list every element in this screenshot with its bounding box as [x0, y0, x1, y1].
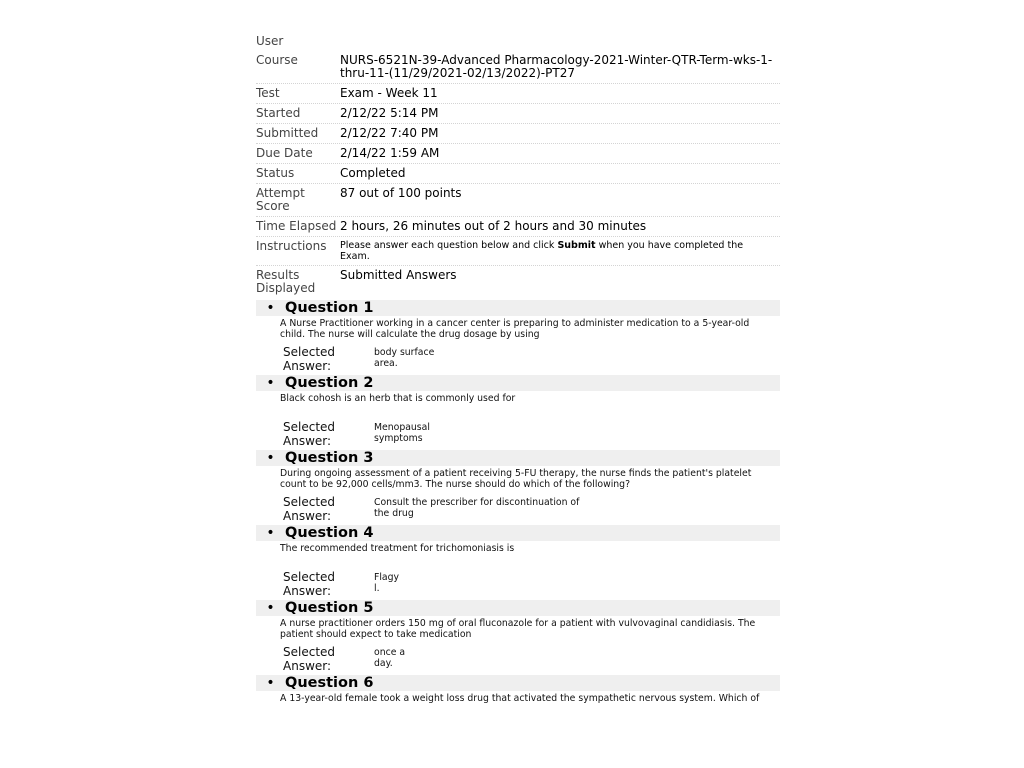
question-text: A 13-year-old female took a weight loss drug that activated the sympathetic nervous system. Which of	[280, 693, 760, 704]
results-displayed-value: Submitted Answers	[340, 268, 457, 282]
info-row-time-elapsed	[256, 217, 780, 237]
info-row-due-date	[256, 144, 780, 164]
bullet-icon: •	[266, 525, 275, 541]
test-label: Test	[256, 86, 280, 100]
bullet-icon: •	[266, 450, 275, 466]
question-title: Question 5	[285, 600, 374, 616]
info-row-attempt-score	[256, 184, 780, 217]
test-value: Exam - Week 11	[340, 86, 438, 100]
bullet-icon: •	[266, 300, 275, 316]
question-text: A nurse practitioner orders 150 mg of oral fluconazole for a patient with vulvovaginal candidiasis. The patient should expect to take medication	[280, 618, 756, 640]
due-date-value: 2/14/22 1:59 AM	[340, 146, 440, 160]
info-row-instructions	[256, 237, 780, 266]
question-block	[256, 525, 780, 598]
info-row-submitted	[256, 124, 780, 144]
selected-answer-value: Consult the prescriber for discontinuation of the drug	[374, 497, 580, 519]
selected-answer-value: body surface area.	[374, 347, 435, 369]
question-block	[256, 300, 780, 373]
bullet-icon: •	[266, 675, 275, 691]
info-row-results-displayed	[256, 266, 780, 298]
question-title: Question 1	[285, 300, 374, 316]
time-elapsed-value: 2 hours, 26 minutes out of 2 hours and 30 minutes	[340, 219, 647, 233]
question-header	[256, 300, 780, 316]
question-block	[256, 375, 780, 448]
exam-review-page	[256, 32, 780, 704]
question-header	[256, 600, 780, 616]
question-header	[256, 525, 780, 541]
question-text: The recommended treatment for trichomoniasis is	[280, 543, 515, 554]
question-header	[256, 375, 780, 391]
started-label: Started	[256, 106, 301, 120]
user-label: User	[256, 34, 284, 48]
question-block	[256, 450, 780, 523]
bullet-icon: •	[266, 600, 275, 616]
question-title: Question 2	[285, 375, 374, 391]
selected-answer	[283, 345, 780, 373]
selected-answer	[283, 420, 780, 448]
status-value: Completed	[340, 166, 406, 180]
selected-answer-label: Selected Answer:	[283, 345, 336, 373]
info-row-course	[256, 51, 780, 84]
question-title: Question 4	[285, 525, 374, 541]
question-text: Black cohosh is an herb that is commonly used for	[280, 393, 516, 404]
submitted-value: 2/12/22 7:40 PM	[340, 126, 439, 140]
info-row-started	[256, 104, 780, 124]
status-label: Status	[256, 166, 295, 180]
question-block	[256, 675, 780, 704]
question-title: Question 3	[285, 450, 374, 466]
selected-answer-label: Selected Answer:	[283, 570, 336, 598]
question-text: During ongoing assessment of a patient receiving 5-FU therapy, the nurse finds the patient's platelet count to be 92,000 cells/mm3. The nurse should do which of the following?	[280, 468, 752, 490]
info-row-status	[256, 164, 780, 184]
submitted-label: Submitted	[256, 126, 319, 140]
info-row-test	[256, 84, 780, 104]
selected-answer-label: Selected Answer:	[283, 645, 336, 673]
selected-answer	[283, 645, 780, 673]
selected-answer	[283, 495, 780, 523]
course-label: Course	[256, 53, 298, 67]
selected-answer	[283, 570, 780, 598]
selected-answer-value: Flagy l.	[374, 572, 400, 594]
due-date-label: Due Date	[256, 146, 313, 160]
question-header	[256, 450, 780, 466]
info-row-user	[256, 32, 780, 51]
selected-answer-label: Selected Answer:	[283, 420, 336, 448]
selected-answer-value: once a day.	[374, 647, 406, 669]
question-title: Question 6	[285, 675, 374, 691]
selected-answer-value: Menopausal symptoms	[374, 422, 430, 444]
question-header	[256, 675, 780, 691]
instructions-value: Please answer each question below and click Submit when you have completed the Exam.	[340, 240, 744, 262]
selected-answer-label: Selected Answer:	[283, 495, 336, 523]
course-value: NURS-6521N-39-Advanced Pharmacology-2021-Winter-QTR-Term-wks-1- thru-11-(11/29/2021-02/13/2022)-PT27	[340, 53, 773, 80]
instructions-label: Instructions	[256, 239, 327, 253]
started-value: 2/12/22 5:14 PM	[340, 106, 439, 120]
attempt-score-value: 87 out of 100 points	[340, 186, 462, 200]
question-block	[256, 600, 780, 673]
question-text: A Nurse Practitioner working in a cancer center is preparing to administer medication to a 5-year-old child. The nurse will calculate the drug dosage by using	[280, 318, 750, 340]
bullet-icon: •	[266, 375, 275, 391]
time-elapsed-label: Time Elapsed	[256, 219, 337, 233]
results-displayed-label: Results Displayed	[256, 268, 316, 295]
attempt-score-label: Attempt Score	[256, 186, 305, 213]
